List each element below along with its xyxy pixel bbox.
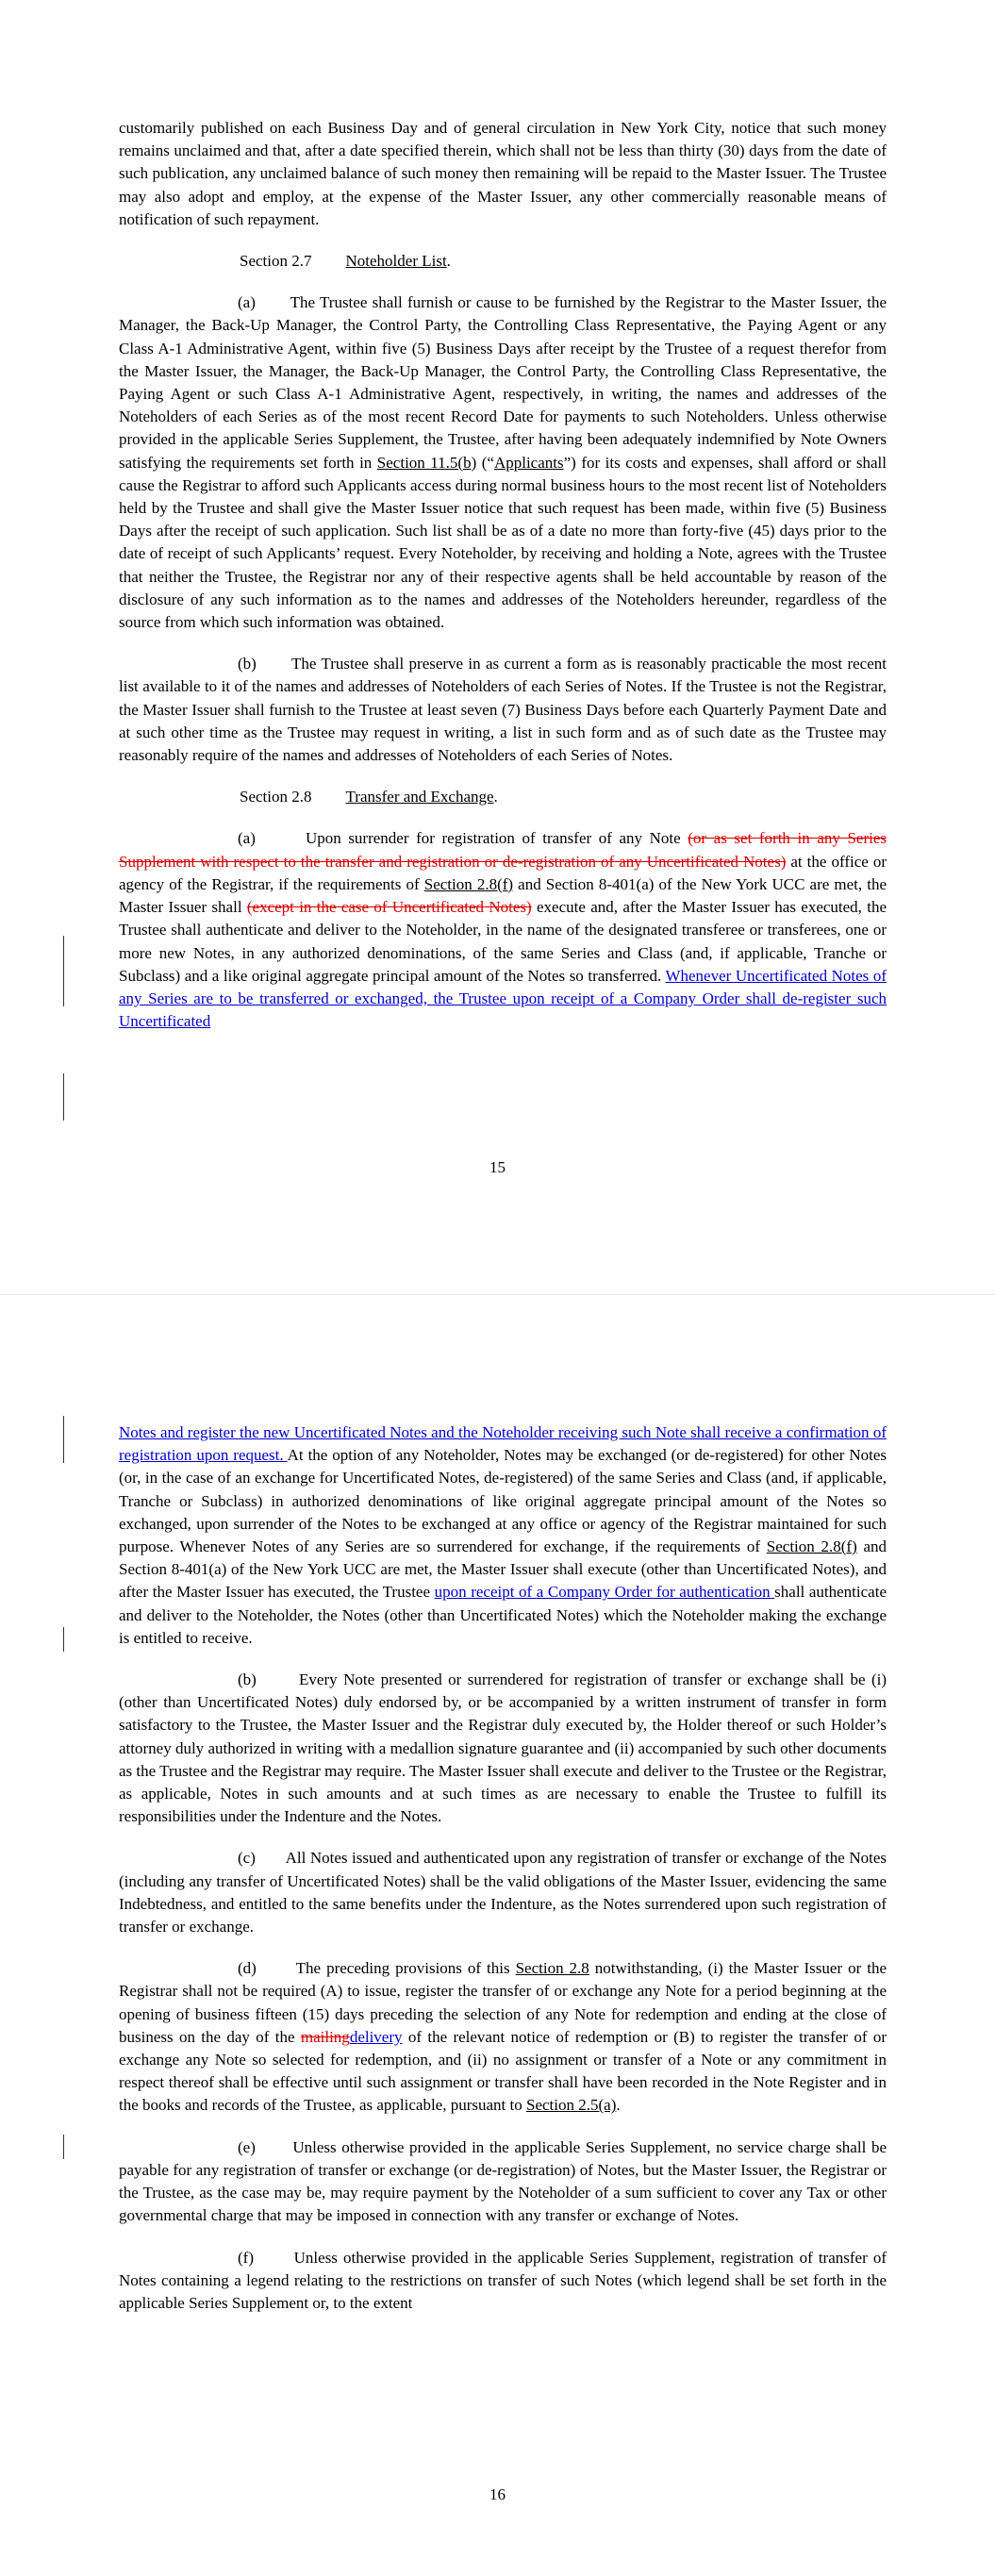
deleted-text: (except in the case of Uncertificated Notes): [246, 898, 532, 917]
section-2-7-a: (a) The Trustee shall furnish or cause to be furnished by the Registrar to the Master Issuer, the Manager, the Back-Up Manager, the Control Party, the Controlling Class Representative, the Paying Agent or any Class A-1 Administrative Agent, within five (5) Business Days after receipt by the Trustee of a request therefor from the Master Issuer, the Manager, the Back-Up Manager, the Control Party, the Controlling Class Representative, the Paying Agent or such Class A-1 Administrative Agent, respectively, in writing, the names and addresses of the Noteholders of each Series as of the most recent Record Date for payments to such Noteholders. Unless otherwise provided in the applicable Series Supplement, the Trustee, after having been adequately indemnified by Note Owners satisfying the requirements set forth in Section 11.5(b) (“Applicants”) for its costs and expenses, shall afford or shall cause the Registrar to afford such Applicants access during normal business hours to the most recent list of Noteholders held by the Trustee and shall give the Master Issuer notice that such request has been made, within five (5) Business Days after the receipt of such application. Such list shall be as of a date no more than forty-five (45) days prior to the date of receipt of such Applicants’ request. Every Noteholder, by receiving and holding a Note, agrees with the Trustee that neither the Trustee, the Registrar nor any of their respective agents shall be held accountable by reason of the disclosure of any such information as to the names and addresses of the Noteholders hereunder, regardless of the source from which such information was obtained.: [119, 293, 887, 632]
change-bar: [63, 936, 64, 1006]
change-bar: [63, 1416, 64, 1463]
section-2-7-b: (b) The Trustee shall preserve in as current a form as is reasonably practicable the most recent list available to it of the names and addresses of Noteholders of each Series of Notes. If the Trustee is not the Registrar, the Master Issuer shall furnish to the Trustee at least seven (7) Business Days before each Quarterly Payment Date and at such other time as the Trustee may request in writing, a list in such form and as of such date as the Trustee may reasonably require of the names and addresses of Noteholders of each Series of Notes.: [119, 655, 887, 765]
page-number: 16: [489, 2485, 506, 2503]
inserted-text: delivery: [349, 2027, 403, 2046]
inserted-text: upon receipt of a Company Order for authentication: [434, 1583, 775, 1602]
continuation-paragraph: Notes and register the new Uncertificated Notes and the Noteholder receiving such Note shall receive a confirmation of registration upon request. At the option of any Noteholder, Notes may be exchanged (or de-registered) for other Notes (or, in the case of an exchange for Uncertificated Notes, de-registered) of the same Series and Class (and, if applicable, Tranche or Subclass) in authorized denominations of like original aggregate principal amount of the Notes so exchanged, upon surrender of the Notes to be exchanged at any office or agency of the Registrar maintained for such purpose. Whenever Notes of any Series are so surrendered for exchange, if the requirements of Section 2.8(f) and Section 8-401(a) of the New York UCC are met, the Master Issuer shall execute (other than Uncertificated Notes), and after the Master Issuer has executed, the Trustee upon receipt of a Company Order for authentication shall authenticate and deliver to the Noteholder, the Notes (other than Uncertificated Notes) which the Noteholder making the exchange is entitled to receive.: [119, 1423, 887, 1647]
section-2-8-heading: Section 2.8 Transfer and Exchange.: [240, 788, 498, 806]
cross-reference: Section 11.5(b): [376, 453, 477, 472]
section-2-8-b: (b) Every Note presented or surrendered for registration of transfer or exchange shall be (i) (other than Uncertificated Notes) duly endorsed by, or be accompanied by a written instrument of transfer in form satisfactory to the Trustee, the Master Issuer and the Registrar duly executed by, the Holder thereof or such Holder’s attorney duly authorized in writing with a medallion signature guarantee and (ii) accompanied by such other documents as the Trustee and the Registrar may require. The Master Issuer shall execute and deliver to the Trustee or the Registrar, as applicable, Notes in such amounts and at such times as are necessary to enable the Trustee to fulfill its responsibilities under the Indenture and the Notes.: [119, 1670, 887, 1826]
cross-reference: Section 2.8(f): [423, 874, 514, 893]
page-number: 15: [489, 1158, 506, 1176]
deleted-text: (or as set forth in any Series Supplement with respect to the transfer and registration or de-registration of any Uncertificated Notes): [119, 829, 887, 871]
section-2-8-e: (e) Unless otherwise provided in the applicable Series Supplement, no service charge shall be payable for any registration of transfer or exchange (or de-registration) of Notes, but the Master Issuer, the Registrar or the Trustee, as the case may be, may require payment by the Noteholder of a sum sufficient to cover any Tax or other governmental charge that may be imposed in connection with any transfer or exchange of Notes.: [119, 2137, 887, 2225]
section-2-8-d: (d) The preceding provisions of this Section 2.8 notwithstanding, (i) the Master Issuer or the Registrar shall not be required (A) to issue, register the transfer of or exchange any Note for a period beginning at the opening of business fifteen (15) days preceding the selection of any Note for redemption and ending at the close of business on the day of the mailingdelivery of the relevant notice of redemption or (B) to register the transfer of or exchange any Note so selected for redemption, and (ii) no assignment or transfer of a Note or any commitment in respect thereof shall be effective until such assignment or transfer shall have been recorded in the Note Register and in the books and records of the Trustee, as applicable, pursuant to Section 2.5(a).: [119, 1959, 887, 2115]
inserted-text: Notes and register the new Uncertificated Notes and the Noteholder receiving such Note shall receive a confirmation of registration upon request.: [119, 1423, 887, 1465]
cross-reference: Section 2.8: [515, 1959, 589, 1978]
document-page-16: [0, 1294, 995, 2576]
cross-reference: Section 2.5(a): [526, 2096, 617, 2115]
inserted-text: Whenever Uncertificated Notes of any Series are to be transferred or exchanged, the Trustee upon receipt of a Company Order shall de-register such Uncertificated: [119, 966, 887, 1031]
change-bar: [63, 1627, 64, 1652]
section-2-8-a: (a) Upon surrender for registration of transfer of any Note (or as set forth in any Series Supplement with respect to the transfer and registration or de-registration of any Uncertificated Notes) at the office or agency of the Registrar, if the requirements of Section 2.8(f) and Section 8-401(a) of the New York UCC are met, the Master Issuer shall (except in the case of Uncertificated Notes) execute and, after the Master Issuer has executed, the Trustee shall authenticate and deliver to the Noteholder, in the name of the designated transferee or transferees, one or more new Notes, in any authorized denominations, of the same Series and Class (and, if applicable, Tranche or Subclass) and a like original aggregate principal amount of the Notes so transferred. Whenever Uncertificated Notes of any Series are to be transferred or exchanged, the Trustee upon receipt of a Company Order shall de-register such Uncertificated: [119, 829, 887, 1031]
section-title: Noteholder List: [345, 252, 447, 271]
page-16-body: [119, 1421, 887, 2315]
page-15-body: [119, 117, 887, 1033]
section-2-7-heading: Section 2.7 Noteholder List.: [240, 252, 451, 271]
change-bar: [63, 1073, 64, 1121]
defined-term: Applicants: [493, 453, 564, 472]
deleted-text: mailing: [300, 2027, 350, 2046]
change-bar: [63, 2135, 64, 2159]
continuation-paragraph: customarily published on each Business Day and of general circulation in New York City, notice that such money remains unclaimed and that, after a date specified therein, which shall not be less than thirty (30) days from the date of such publication, any unclaimed balance of such money then remaining will be repaid to the Master Issuer. The Trustee may also adopt and employ, at the expense of the Master Issuer, any other commercially reasonable means of notification of such repayment.: [119, 119, 887, 228]
cross-reference: Section 2.8(f): [766, 1537, 857, 1556]
section-number: Section 2.8: [240, 788, 312, 806]
section-2-8-f: (f) Unless otherwise provided in the applicable Series Supplement, registration of transfer of Notes containing a legend relating to the restrictions on transfer of such Notes (which legend shall be set forth in the applicable Series Supplement or, to the extent: [119, 2248, 887, 2312]
section-2-8-c: (c) All Notes issued and authenticated upon any registration of transfer or exchange of the Notes (including any transfer of Uncertificated Notes) shall be the valid obligations of the Master Issuer, evidencing the same Indebtedness, and entitled to the same benefits under the Indenture, as the Notes surrendered upon such registration of transfer or exchange.: [119, 1849, 887, 1936]
section-title: Transfer and Exchange: [345, 788, 494, 806]
section-number: Section 2.7: [240, 252, 312, 271]
